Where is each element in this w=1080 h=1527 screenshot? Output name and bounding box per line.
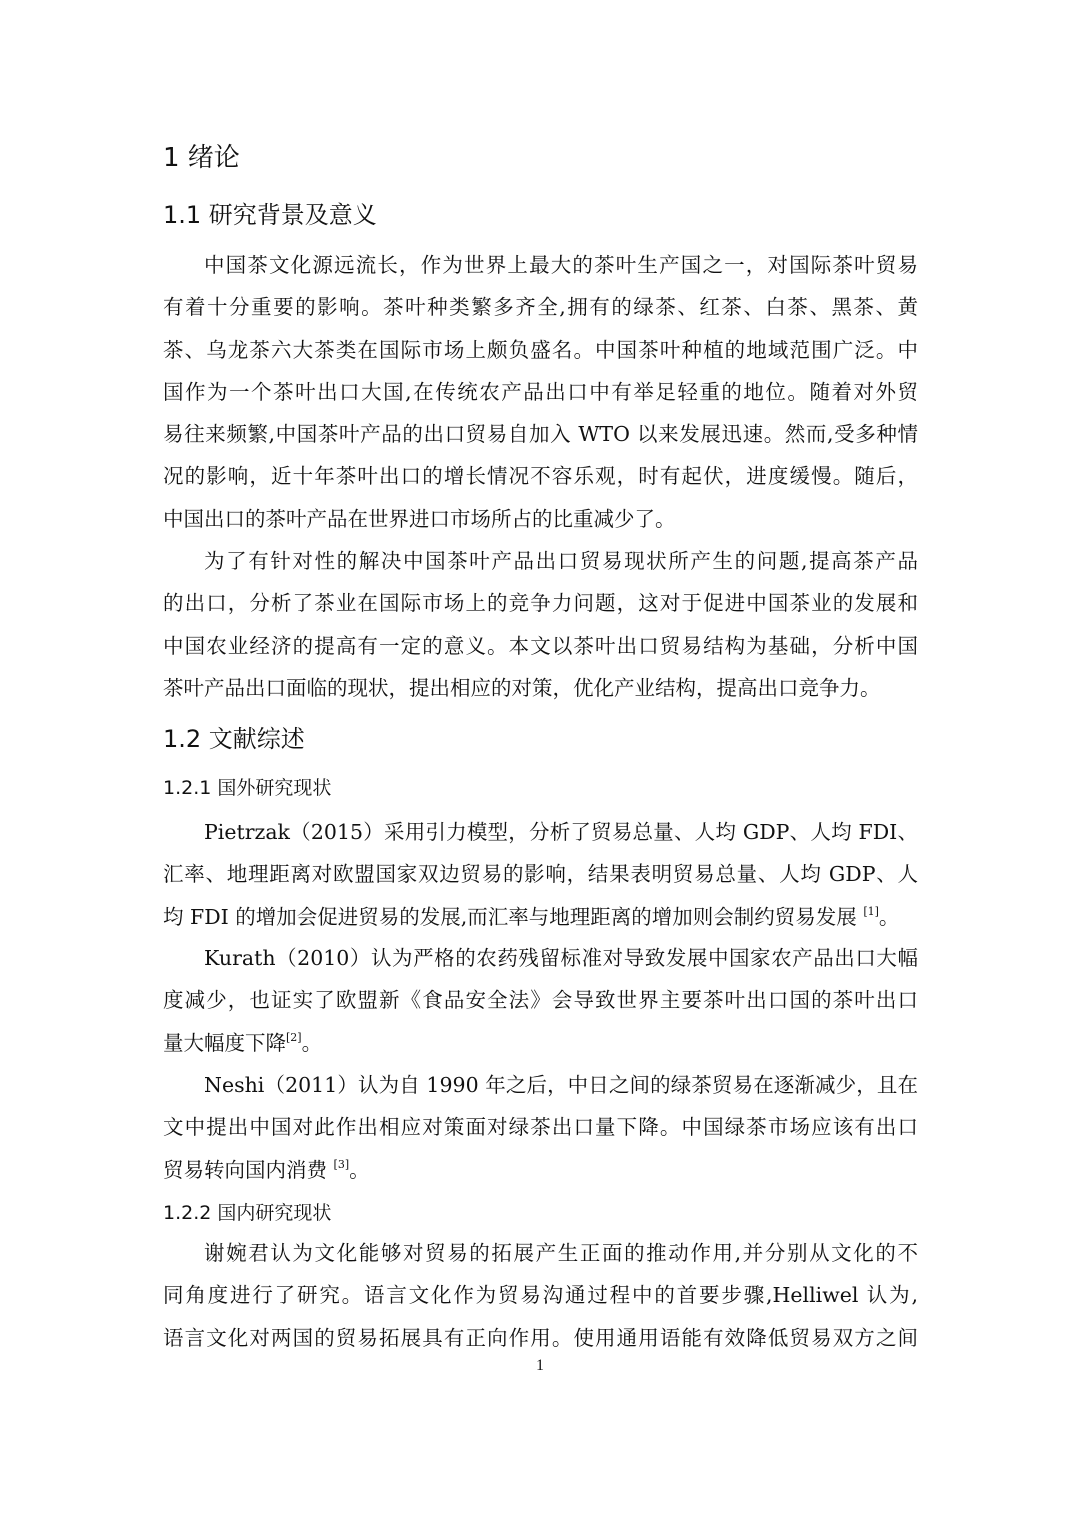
- paragraph-kurath: [163, 937, 918, 1064]
- subsection-title-1-2-2: 1.2.2 国内研究现状: [163, 1202, 332, 1224]
- text-line: 国作为一个茶叶出口大国,在传统农产品出口中有举足轻重的地位。随着对外贸: [163, 379, 918, 404]
- text-line: 中国农业经济的提高有一定的意义。本文以茶叶出口贸易结构为基础，分析中国: [163, 633, 918, 658]
- citation-ref-1: [1]: [863, 904, 879, 918]
- text-line: [163, 1022, 918, 1064]
- paragraph-neshi: [163, 1064, 918, 1191]
- text-line: 同角度进行了研究。语言文化作为贸易沟通过程中的首要步骤,Helliwel 认为,: [163, 1283, 918, 1308]
- text-segment: 。: [301, 1030, 323, 1055]
- text-segment: 。: [878, 904, 900, 929]
- subsection-title-1-2-1: 1.2.1 国外研究现状: [163, 777, 332, 799]
- text-line: [163, 1149, 918, 1191]
- page-number: 1: [536, 1357, 544, 1374]
- paragraph-domestic: [163, 1232, 918, 1359]
- text-line: 为了有针对性的解决中国茶叶产品出口贸易现状所产生的问题,提高茶产品: [204, 549, 918, 573]
- citation-ref-2: [2]: [286, 1030, 302, 1044]
- text-line: 有着十分重要的影响。茶叶种类繁多齐全,拥有的绿茶、红茶、白茶、黑茶、黄: [163, 295, 918, 320]
- paragraph-background-1: [163, 244, 918, 540]
- text-line: 文中提出中国对此作出相应对策面对绿茶出口量下降。中国绿茶市场应该有出口: [163, 1115, 918, 1140]
- text-line: Pietrzak（2015）采用引力模型，分析了贸易总量、人均 GDP、人均 FDI、: [204, 820, 918, 844]
- section-title-1-1: 1.1 研究背景及意义: [163, 201, 377, 229]
- paragraph-pietrzak: [163, 811, 918, 938]
- text-line: 汇率、地理距离对欧盟国家双边贸易的影响，结果表明贸易总量、人均 GDP、人: [163, 862, 918, 887]
- text-line: 中国茶文化源远流长，作为世界上最大的茶叶生产国之一，对国际茶叶贸易: [204, 253, 918, 277]
- text-line: 茶、乌龙茶六大茶类在国际市场上颇负盛名。中国茶叶种植的地域范围广泛。中: [163, 337, 918, 362]
- text-line: 况的影响，近十年茶叶出口的增长情况不容乐观，时有起伏，进度缓慢。随后，: [163, 464, 918, 489]
- text-segment: 。: [349, 1157, 370, 1182]
- text-line: [163, 896, 918, 938]
- text-line: 谢婉君认为文化能够对贸易的拓展产生正面的推动作用,并分别从文化的不: [204, 1241, 918, 1265]
- text-line: 茶叶产品出口面临的现状，提出相应的对策，优化产业结构，提高出口竞争力。: [163, 675, 881, 700]
- text-line: 易往来频繁,中国茶叶产品的出口贸易自加入 WTO 以来发展迅速。然而,受多种情: [163, 422, 918, 447]
- text-segment: 均 FDI 的增加会促进贸易的发展,而汇率与地理距离的增加则会制约贸易发展: [163, 904, 864, 929]
- chapter-title: 1 绪论: [163, 143, 240, 173]
- paragraph-background-2: [163, 540, 918, 709]
- citation-ref-3: [3]: [333, 1157, 350, 1171]
- text-line: Kurath（2010）认为严格的农药残留标准对导致发展中国家农产品出口大幅: [204, 946, 918, 970]
- text-line: 的出口，分析了茶业在国际市场上的竞争力问题，这对于促进中国茶业的发展和: [163, 591, 918, 616]
- text-line: 度减少，也证实了欧盟新《食品安全法》会导致世界主要茶叶出口国的茶叶出口: [163, 988, 918, 1013]
- text-line: Neshi（2011）认为自 1990 年之后，中日之间的绿茶贸易在逐渐减少，且在: [204, 1073, 918, 1097]
- section-title-1-2: 1.2 文献综述: [163, 725, 305, 753]
- text-line: 中国出口的茶叶产品在世界进口市场所占的比重减少了。: [163, 506, 676, 531]
- text-segment: 贸易转向国内消费: [163, 1157, 334, 1182]
- text-line: 语言文化对两国的贸易拓展具有正向作用。使用通用语能有效降低贸易双方之间: [163, 1325, 918, 1350]
- text-segment: 量大幅度下降: [163, 1030, 286, 1055]
